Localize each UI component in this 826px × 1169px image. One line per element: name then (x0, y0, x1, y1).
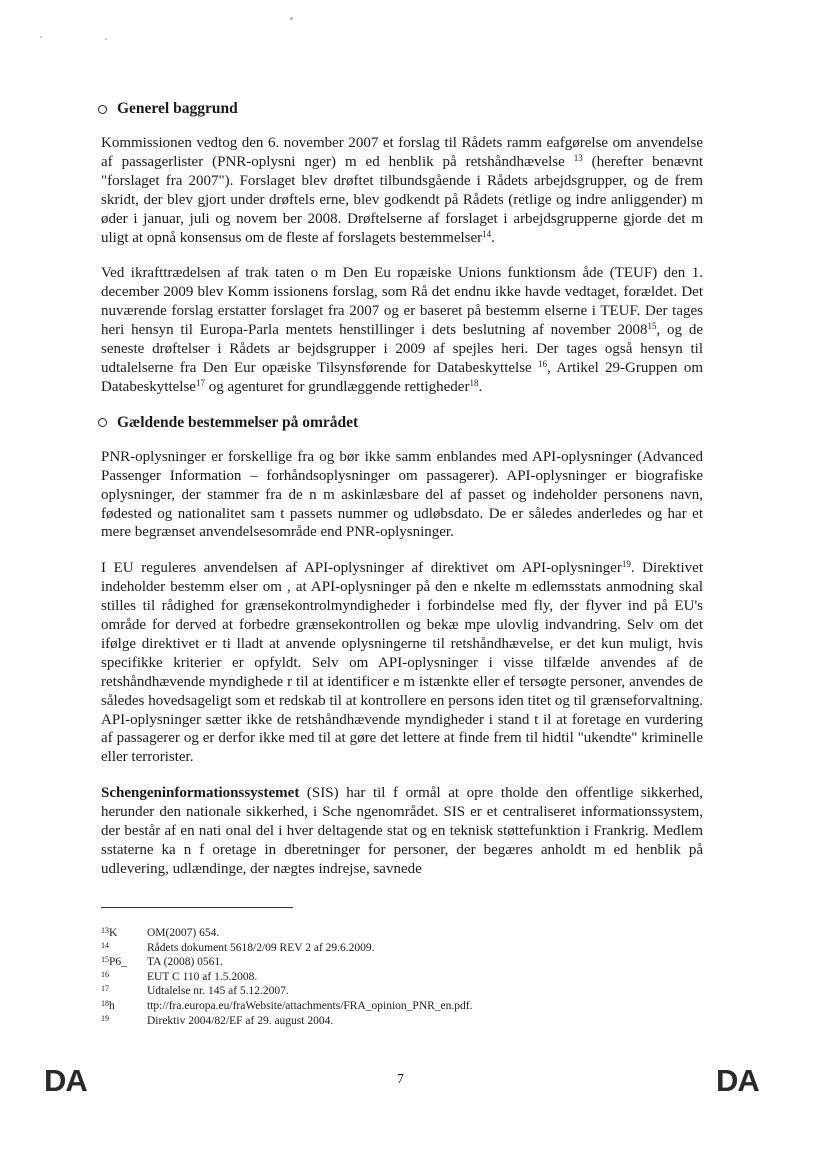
footnote-text: Udtalelse nr. 145 af 5.12.2007. (147, 985, 289, 998)
footnote-text: Rådets dokument 5618/2/09 REV 2 af 29.6.2009. (147, 941, 375, 954)
scan-speck (40, 36, 42, 38)
footnote-item (101, 970, 701, 985)
scan-speck (290, 17, 293, 20)
footnote-reference: 19 (621, 559, 631, 570)
footnote-marker (101, 926, 147, 941)
footnote-marker (101, 955, 147, 970)
paragraph-text: Ved ikrafttrædelsen af trak taten o m Den Eu ropæiske Unions funktionsm åde (TEUF) den 1. december 2009 blev Komm issionens forslag, som Rå det endnu ikke havde vedtaget, forældet. Det nuværende forslag erstatter forslaget fra 2007 og er baseret på bestemm elserne i TEUF. Der tages heri hensyn til Europa-Parla mentets henstillinger i dets beslutning af november 2008 (101, 265, 703, 339)
footnote-number: 17 (101, 984, 109, 994)
paragraph-text: . Direktivet indeholder bestemm elser om , at API-oplysninger på den e nkelte m edlemsstats anmodning skal stilles til rådighed for grænsekontrolmyndigheder i forbindelse med fly, der flyver ind på EU's område for derved at forbedre grænsekontrollen og bekæ mpe ulovlig indvandring. Selv om det ifølge direktivet er ti lladt at anvende oplysningerne til retshåndhævelse, er det kun muligt, hvis specifikke kriterier er opfyldt. Selv om API-oplysninger i visse tilfælde anvendes af de retshåndhævende myndighede r til at identificer e m istænkte eller ef tersøgte personer, anvendes de således hovedsageligt som et redskab til at kontrollere en persons iden titet og til grænseforvaltning. API-oplysninger sætter ikke de retshåndhævende myndigheder i stand t il at foretage en vurdering af passagerer og er derfor ikke med til at gøre det lettere at finde frem til hidtil "ukendte" kriminelle eller terrorister. (101, 560, 703, 766)
paragraph-text: (herefter benævnt "forslaget fra 2007"). Forslaget blev drøftet tilbundsgående i Rådets arbejdsgrupper, og de frem skridt, der blev gjort under drøftels erne, blev godkendt på Rådets (retlige og indre anliggender) m øder i januar, juli og novem ber 2008. Drøftelserne af forslaget i arbejdsgrupperne gjorde det m uligt at opnå konsensus om de fleste af forslagets bestemmelser (101, 153, 703, 246)
section-heading (98, 414, 703, 432)
footnote-reference: 17 (195, 377, 205, 388)
footnotes (101, 926, 701, 1028)
paragraph-text: . (491, 229, 495, 246)
footnote-item (101, 1014, 701, 1029)
footnote-reference: 18 (469, 377, 479, 388)
footnote-marker (101, 970, 147, 985)
footnote-text: Direktiv 2004/82/EF af 29. august 2004. (147, 1014, 334, 1027)
bullet-icon (98, 418, 107, 427)
footnote-prefix: P6_ (109, 956, 127, 969)
paragraph-text: (SIS) har til f ormål at opre tholde den offentlige sikkerhed, herunder den nationale sikkerhed, i Sche ngenområdet. SIS er et centraliseret informationssystem, der består af en nati onal del i hver deltagende stat og en teknisk støttefunktion i Frankrig. Medlem sstaterne ka n f oretage in dberetninger for personer, der begæres anholdt m ed henblik på udlevering, udlændinge, der nægtes indrejse, savnede (101, 785, 703, 877)
paragraph-text: I EU reguleres anvendelsen af API-oplysninger af direktivet om API-oplysninger (101, 560, 622, 577)
bold-term: Schengeninformationssystemet (101, 785, 300, 802)
footnote-item (101, 926, 701, 941)
footnote-reference: 16 (538, 358, 548, 369)
footnote-reference: 13 (573, 152, 583, 163)
footnote-prefix: h (109, 999, 115, 1012)
footnote-item (101, 941, 701, 956)
footnote-number: 15 (101, 955, 109, 965)
paragraph-text: Kommissionen vedtog den 6. november 2007 et forslag til Rådets ramm eafgørelse om anvendelse af passagerlister (PNR-oplysni nger) m ed henblik på retshåndhævelse (101, 135, 703, 170)
section-heading-text: Gældende bestemmelser på området (117, 413, 359, 431)
footnote-text: EUT C 110 af 1.5.2008. (147, 970, 258, 983)
paragraph (101, 784, 703, 879)
section-heading-text: Generel baggrund (117, 100, 238, 117)
footnote-marker (101, 941, 147, 956)
footnote-marker (101, 999, 147, 1014)
bullet-icon (98, 105, 107, 114)
paragraph-text: PNR-oplysninger er forskellige fra og bør ikke samm enblandes med API-oplysninger (Advanced Passenger Information – forhåndsoplysninger om passagerer). API-oplysninger er biografiske oplysninger, der stammer fra de n m askinlæsbare del af passet og indeholder personens navn, fødested og nationalitet sam t passets nummer og udløbsdato. De er således anderledes og har et mere begrænset anvendelsesområde end PNR-oplysninger. (101, 448, 703, 541)
paragraph (101, 559, 703, 767)
footnote-text: ttp://fra.europa.eu/fraWebsite/attachments/FRA_opinion_PNR_en.pdf. (147, 999, 473, 1012)
paragraph-text: og agenturet for grundlæggende rettigheder (204, 378, 470, 395)
footnote-text: TA (2008) 0561. (147, 956, 224, 969)
page-number: 7 (397, 1072, 404, 1087)
footnote-prefix: K (109, 927, 118, 939)
footnote-number: 13 (101, 926, 109, 935)
footnote-text: OM(2007) 654. (147, 927, 220, 939)
scan-speck (105, 38, 107, 40)
paragraph (101, 134, 703, 247)
paragraph (101, 264, 703, 396)
footnote-marker (101, 1014, 147, 1029)
paragraph-text: , og de seneste drøftelser i Rådets ar bejdsgrupper i 2009 af spejles heri. Der tages også hensyn til udtalelserne fra Den Eur opæiske Tilsynsførende for Databeskyttelse (101, 322, 703, 376)
footnote-separator (101, 907, 293, 908)
footnote-reference: 14 (482, 228, 492, 239)
footnote-number: 14 (101, 940, 109, 950)
paragraph-text: , Artikel 29-Gruppen om Databeskyttelse (101, 359, 703, 395)
language-mark-right: DA (716, 1063, 759, 1098)
document-body (101, 100, 703, 896)
footnote-number: 18 (101, 998, 109, 1008)
footnote-item (101, 999, 701, 1014)
paragraph-text: . (478, 378, 483, 395)
footnote-reference: 15 (647, 321, 657, 332)
footnote-number: 16 (101, 969, 109, 979)
language-mark-left: DA (44, 1063, 87, 1098)
footnote-item (101, 984, 701, 999)
footnote-item (101, 955, 701, 970)
footnote-marker (101, 984, 147, 999)
section-heading (98, 100, 703, 118)
footnote-number: 19 (101, 1013, 109, 1023)
paragraph (101, 448, 703, 543)
